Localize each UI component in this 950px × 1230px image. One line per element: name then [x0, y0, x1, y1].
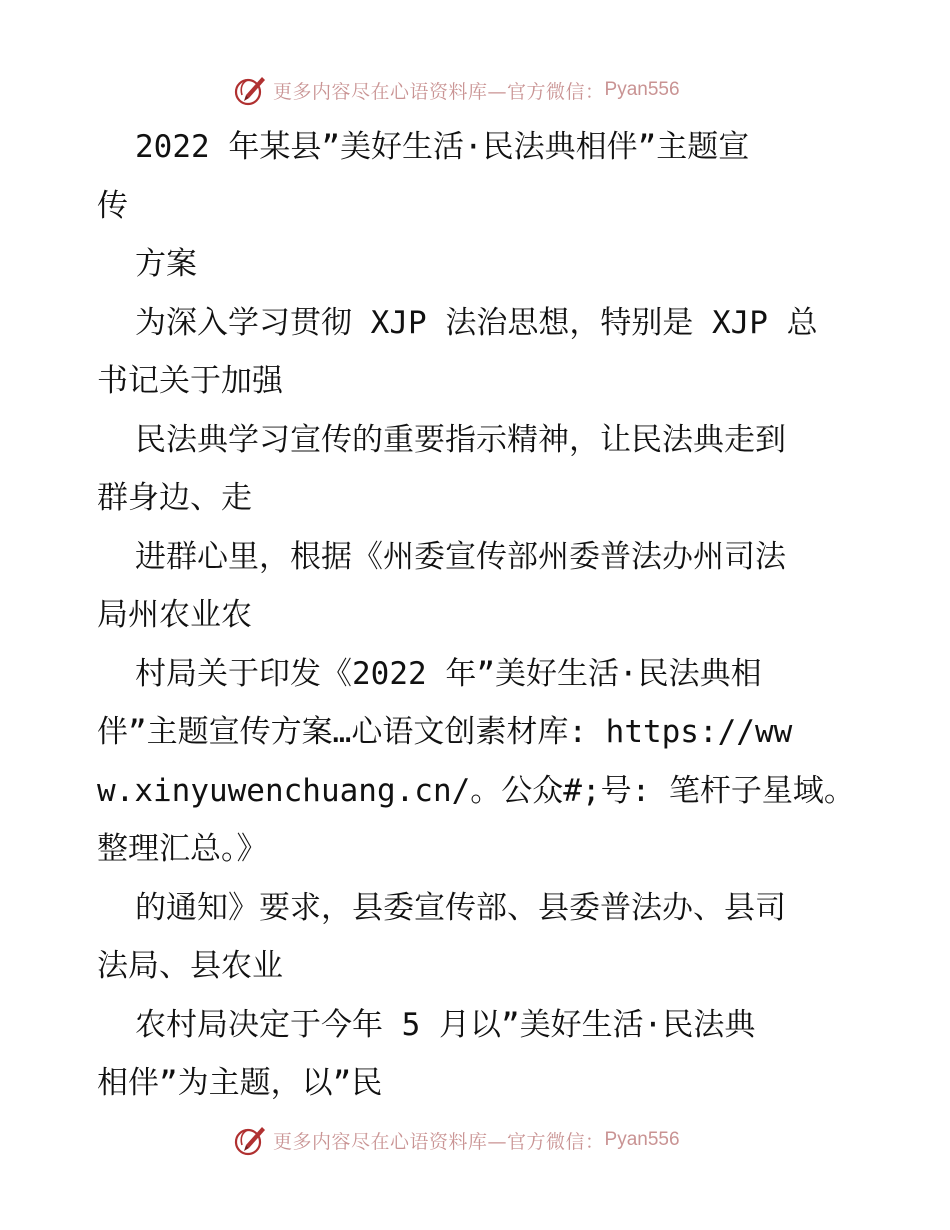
- text-line: w.xinyuwenchuang.cn/。公众#;号: 笔杆子星域。: [97, 772, 855, 809]
- pen-logo-icon: [233, 73, 267, 107]
- text-line: 群身边、走: [97, 480, 252, 516]
- text-line: 书记关于加强: [97, 363, 283, 399]
- text-line: 为深入学习贯彻 XJP 法治思想，特别是 XJP 总: [135, 304, 818, 341]
- document-body: [97, 118, 855, 1113]
- text-line: 传: [97, 187, 128, 224]
- text-line: 农村局决定于今年 5 月以”美好生活·民法典: [135, 1006, 756, 1043]
- text-line: 伴”主题宣传方案…心语文创素材库: https://ww: [97, 714, 793, 750]
- text-line: 进群心里，根据《州委宣传部州委普法办州司法: [135, 538, 786, 575]
- text-line: 整理汇总。》: [97, 831, 268, 867]
- header-watermark: [233, 72, 680, 108]
- text-line: 局州农业农: [97, 597, 252, 633]
- text-line: 方案: [135, 246, 197, 282]
- watermark-wechat-id: Pyan556: [604, 79, 680, 100]
- text-line: 民法典学习宣传的重要指示精神，让民法典走到: [135, 421, 786, 458]
- pen-logo-icon: [233, 1123, 267, 1157]
- text-line: 法局、县农业: [97, 948, 283, 984]
- footer-watermark: [233, 1122, 680, 1158]
- text-line: 2022 年某县”美好生活·民法典相伴”主题宣: [135, 129, 750, 165]
- text-line: 村局关于印发《2022 年”美好生活·民法典相: [135, 655, 762, 692]
- text-line: 的通知》要求，县委宣传部、县委普法办、县司: [135, 889, 786, 926]
- watermark-wechat-id: Pyan556: [604, 1129, 680, 1150]
- text-line: 相伴”为主题，以”民: [97, 1065, 383, 1101]
- watermark-text: 更多内容尽在心语资料库—官方微信：: [273, 80, 605, 103]
- watermark-text: 更多内容尽在心语资料库—官方微信：: [273, 1130, 605, 1153]
